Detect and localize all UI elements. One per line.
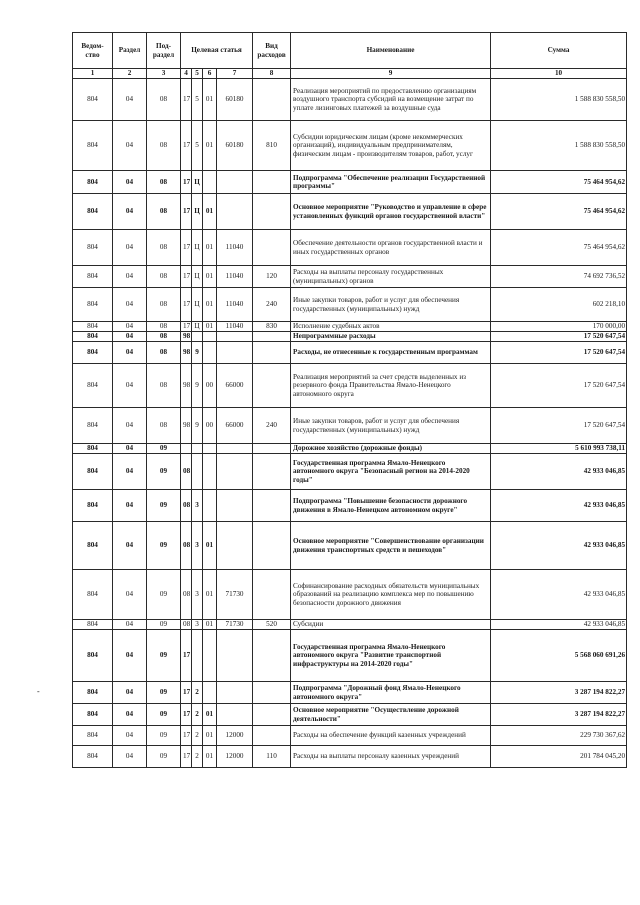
column-number: 4: [181, 69, 192, 79]
code-cell-c6: 01: [203, 79, 217, 121]
code-cell-c1: 804: [73, 726, 113, 746]
code-cell-c2: 04: [113, 322, 147, 332]
code-cell-c6: 01: [203, 522, 217, 570]
code-cell-c6: [203, 630, 217, 682]
code-cell-c3: 08: [147, 121, 181, 171]
code-cell-c2: 04: [113, 171, 147, 194]
budget-table: [72, 32, 627, 768]
code-cell-c4: 17: [181, 726, 192, 746]
code-cell-c1: 804: [73, 332, 113, 342]
code-cell-c6: 01: [203, 726, 217, 746]
name-cell: Основное мероприятие "Осуществление дорожной деятельности": [291, 704, 491, 726]
code-cell-c5: 9: [192, 364, 203, 408]
code-cell-c3: 09: [147, 630, 181, 682]
table-row: [73, 266, 627, 288]
code-cell-c8: [253, 704, 291, 726]
sum-cell: 201 784 045,20: [491, 746, 627, 768]
code-cell-c7: [217, 342, 253, 364]
code-cell-c2: 04: [113, 408, 147, 444]
name-cell: Подпрограмма "Повышение безопасности дорожного движения в Ямало-Ненецком автономном округе": [291, 490, 491, 522]
code-cell-c7: 60180: [217, 121, 253, 171]
code-cell-c6: [203, 171, 217, 194]
code-cell-c3: 08: [147, 288, 181, 322]
sum-cell: 1 588 830 558,50: [491, 121, 627, 171]
column-number: 8: [253, 69, 291, 79]
code-cell-c8: [253, 454, 291, 490]
code-cell-c6: [203, 454, 217, 490]
code-cell-c1: 804: [73, 570, 113, 620]
code-cell-c3: 08: [147, 230, 181, 266]
code-cell-c4: 08: [181, 620, 192, 630]
code-cell-c7: 12000: [217, 726, 253, 746]
stray-mark: -: [37, 687, 40, 696]
code-cell-c2: 04: [113, 288, 147, 322]
code-cell-c2: 04: [113, 704, 147, 726]
header-razdel: Раздел: [113, 33, 147, 69]
code-cell-c2: 04: [113, 332, 147, 342]
table-row: [73, 726, 627, 746]
code-cell-c1: 804: [73, 454, 113, 490]
table-row: [73, 630, 627, 682]
name-cell: Основное мероприятие "Совершенствование организации движения транспортных средств и пешеходов": [291, 522, 491, 570]
column-number: 2: [113, 69, 147, 79]
name-cell: Реализация мероприятий за счет средств выделенных из резервного фонда Правительства Ямало-Ненецкого автономного округа: [291, 364, 491, 408]
code-cell-c3: 09: [147, 454, 181, 490]
name-cell: Обеспечение деятельности органов государственной власти и иных государственных органов: [291, 230, 491, 266]
code-cell-c5: [192, 332, 203, 342]
name-cell: Дорожное хозяйство (дорожные фонды): [291, 444, 491, 454]
name-cell: Расходы на обеспечение функций казенных учреждений: [291, 726, 491, 746]
code-cell-c4: 98: [181, 342, 192, 364]
code-cell-c5: [192, 444, 203, 454]
code-cell-c3: 09: [147, 682, 181, 704]
sum-cell: 75 464 954,62: [491, 171, 627, 194]
budget-table-sheet: [72, 32, 626, 768]
code-cell-c6: 01: [203, 570, 217, 620]
code-cell-c7: [217, 171, 253, 194]
name-cell: Субсидии юридическим лицам (кроме некоммерческих организаций), индивидуальным предпринимателям, физическим лицам - производителям товаров, работ, услуг: [291, 121, 491, 171]
code-cell-c2: 04: [113, 726, 147, 746]
table-row: [73, 171, 627, 194]
table-row: [73, 322, 627, 332]
table-row: [73, 454, 627, 490]
code-cell-c6: 01: [203, 230, 217, 266]
code-cell-c2: 04: [113, 454, 147, 490]
name-cell: Государственная программа Ямало-Ненецкого автономного округа "Безопасный регион на 2014-2020 годы": [291, 454, 491, 490]
header-summa: Сумма: [491, 33, 627, 69]
code-cell-c8: [253, 342, 291, 364]
code-cell-c5: 3: [192, 620, 203, 630]
code-cell-c8: [253, 682, 291, 704]
column-number: 10: [491, 69, 627, 79]
code-cell-c1: 804: [73, 322, 113, 332]
code-cell-c1: 804: [73, 79, 113, 121]
code-cell-c4: 17: [181, 682, 192, 704]
name-cell: Непрограммные расходы: [291, 332, 491, 342]
code-cell-c8: [253, 444, 291, 454]
header-vid-raskhodov: Вид расходов: [253, 33, 291, 69]
name-cell: Софинансирование расходных обязательств муниципальных образований на реализацию комплекса мер по повышению безопасности дорожного движения: [291, 570, 491, 620]
code-cell-c7: [217, 682, 253, 704]
code-cell-c7: [217, 332, 253, 342]
code-cell-c6: 00: [203, 408, 217, 444]
code-cell-c6: [203, 682, 217, 704]
name-cell: Иные закупки товаров, работ и услуг для обеспечения государственных (муниципальных) нужд: [291, 288, 491, 322]
code-cell-c3: 09: [147, 570, 181, 620]
code-cell-c1: 804: [73, 288, 113, 322]
code-cell-c7: 71730: [217, 620, 253, 630]
code-cell-c8: 810: [253, 121, 291, 171]
code-cell-c5: [192, 454, 203, 490]
code-cell-c6: 00: [203, 364, 217, 408]
code-cell-c1: 804: [73, 121, 113, 171]
code-cell-c5: 9: [192, 342, 203, 364]
code-cell-c8: [253, 570, 291, 620]
code-cell-c4: 17: [181, 288, 192, 322]
name-cell: Расходы на выплаты персоналу казенных учреждений: [291, 746, 491, 768]
name-cell: Подпрограмма "Обеспечение реализации Государственной программы": [291, 171, 491, 194]
budget-table-body: [73, 79, 627, 768]
code-cell-c7: [217, 490, 253, 522]
code-cell-c1: 804: [73, 171, 113, 194]
sum-cell: 170 000,00: [491, 322, 627, 332]
name-cell: Исполнение судебных актов: [291, 322, 491, 332]
table-row: [73, 194, 627, 230]
code-cell-c2: 04: [113, 444, 147, 454]
code-cell-c1: 804: [73, 704, 113, 726]
code-cell-c1: 804: [73, 342, 113, 364]
sum-cell: 17 520 647,54: [491, 408, 627, 444]
code-cell-c4: 17: [181, 704, 192, 726]
name-cell: Субсидии: [291, 620, 491, 630]
table-row: [73, 288, 627, 322]
table-row: [73, 79, 627, 121]
code-cell-c7: 66000: [217, 408, 253, 444]
code-cell-c3: 09: [147, 726, 181, 746]
code-cell-c8: [253, 522, 291, 570]
code-cell-c4: 17: [181, 121, 192, 171]
sum-cell: 74 692 736,52: [491, 266, 627, 288]
code-cell-c8: 520: [253, 620, 291, 630]
code-cell-c8: [253, 490, 291, 522]
code-cell-c4: 08: [181, 570, 192, 620]
name-cell: Подпрограмма "Дорожный фонд Ямало-Ненецкого автономного округа": [291, 682, 491, 704]
code-cell-c3: 09: [147, 490, 181, 522]
code-cell-c6: 01: [203, 704, 217, 726]
code-cell-c4: 08: [181, 490, 192, 522]
sum-cell: 5 568 060 691,26: [491, 630, 627, 682]
code-cell-c2: 04: [113, 570, 147, 620]
code-cell-c4: [181, 444, 192, 454]
code-cell-c4: 17: [181, 746, 192, 768]
code-cell-c4: 08: [181, 454, 192, 490]
code-cell-c4: 98: [181, 332, 192, 342]
code-cell-c8: 240: [253, 408, 291, 444]
code-cell-c3: 08: [147, 342, 181, 364]
code-cell-c5: 5: [192, 121, 203, 171]
code-cell-c3: 08: [147, 332, 181, 342]
code-cell-c4: 98: [181, 408, 192, 444]
sum-cell: 3 287 194 822,27: [491, 704, 627, 726]
code-cell-c8: [253, 194, 291, 230]
code-cell-c7: 11040: [217, 230, 253, 266]
code-cell-c1: 804: [73, 364, 113, 408]
table-row: [73, 490, 627, 522]
code-cell-c6: 01: [203, 620, 217, 630]
code-cell-c6: 01: [203, 194, 217, 230]
sum-cell: 42 933 046,85: [491, 620, 627, 630]
header-tselevaya-statya: Целевая статья: [181, 33, 253, 69]
code-cell-c2: 04: [113, 522, 147, 570]
code-cell-c4: 17: [181, 230, 192, 266]
code-cell-c2: 04: [113, 630, 147, 682]
code-cell-c8: [253, 171, 291, 194]
code-cell-c1: 804: [73, 408, 113, 444]
code-cell-c4: 17: [181, 630, 192, 682]
code-cell-c2: 04: [113, 682, 147, 704]
code-cell-c8: [253, 364, 291, 408]
code-cell-c1: 804: [73, 194, 113, 230]
code-cell-c6: [203, 444, 217, 454]
code-cell-c3: 08: [147, 408, 181, 444]
column-number-row: [73, 69, 627, 79]
code-cell-c6: [203, 342, 217, 364]
code-cell-c8: [253, 79, 291, 121]
code-cell-c7: 60180: [217, 79, 253, 121]
code-cell-c5: Ц: [192, 322, 203, 332]
sum-cell: 5 610 993 738,11: [491, 444, 627, 454]
code-cell-c7: [217, 630, 253, 682]
sum-cell: 42 933 046,85: [491, 570, 627, 620]
code-cell-c5: Ц: [192, 266, 203, 288]
code-cell-c7: 71730: [217, 570, 253, 620]
table-row: [73, 121, 627, 171]
code-cell-c1: 804: [73, 522, 113, 570]
code-cell-c6: 01: [203, 288, 217, 322]
code-cell-c8: [253, 332, 291, 342]
code-cell-c3: 08: [147, 171, 181, 194]
sum-cell: 75 464 954,62: [491, 194, 627, 230]
table-row: [73, 444, 627, 454]
code-cell-c5: Ц: [192, 230, 203, 266]
code-cell-c8: [253, 630, 291, 682]
code-cell-c5: 2: [192, 746, 203, 768]
code-cell-c1: 804: [73, 746, 113, 768]
code-cell-c6: 01: [203, 746, 217, 768]
table-row: [73, 342, 627, 364]
code-cell-c3: 09: [147, 704, 181, 726]
code-cell-c3: 09: [147, 522, 181, 570]
column-number: 7: [217, 69, 253, 79]
sum-cell: 602 218,10: [491, 288, 627, 322]
code-cell-c4: 17: [181, 266, 192, 288]
table-row: [73, 682, 627, 704]
code-cell-c4: 17: [181, 171, 192, 194]
code-cell-c2: 04: [113, 194, 147, 230]
code-cell-c3: 08: [147, 266, 181, 288]
code-cell-c3: 08: [147, 194, 181, 230]
sum-cell: 42 933 046,85: [491, 490, 627, 522]
code-cell-c6: 01: [203, 121, 217, 171]
code-cell-c2: 04: [113, 230, 147, 266]
name-cell: Реализация мероприятий по предоставлению организациям воздушного транспорта субсидий на возмещение затрат по уплате лизинговых платежей за воздушные суда: [291, 79, 491, 121]
code-cell-c1: 804: [73, 490, 113, 522]
code-cell-c7: 12000: [217, 746, 253, 768]
code-cell-c8: 110: [253, 746, 291, 768]
code-cell-c3: 09: [147, 444, 181, 454]
code-cell-c7: 11040: [217, 266, 253, 288]
column-number: 5: [192, 69, 203, 79]
column-number: 9: [291, 69, 491, 79]
code-cell-c3: 08: [147, 364, 181, 408]
code-cell-c3: 09: [147, 620, 181, 630]
sum-cell: 3 287 194 822,27: [491, 682, 627, 704]
code-cell-c2: 04: [113, 364, 147, 408]
sum-cell: 229 730 367,62: [491, 726, 627, 746]
column-number: 1: [73, 69, 113, 79]
sum-cell: 1 588 830 558,50: [491, 79, 627, 121]
sum-cell: 42 933 046,85: [491, 454, 627, 490]
code-cell-c1: 804: [73, 266, 113, 288]
code-cell-c5: Ц: [192, 288, 203, 322]
header-naimenovanie: Наименование: [291, 33, 491, 69]
code-cell-c6: [203, 490, 217, 522]
column-number: 6: [203, 69, 217, 79]
code-cell-c7: [217, 444, 253, 454]
code-cell-c5: [192, 630, 203, 682]
code-cell-c4: 08: [181, 522, 192, 570]
code-cell-c5: 2: [192, 682, 203, 704]
table-row: [73, 408, 627, 444]
code-cell-c2: 04: [113, 79, 147, 121]
code-cell-c1: 804: [73, 682, 113, 704]
header-podrazdel: Под-раздел: [147, 33, 181, 69]
table-row: [73, 364, 627, 408]
code-cell-c4: 17: [181, 194, 192, 230]
code-cell-c8: 120: [253, 266, 291, 288]
code-cell-c1: 804: [73, 444, 113, 454]
header-vedomstvo: Ведом-ство: [73, 33, 113, 69]
column-number: 3: [147, 69, 181, 79]
code-cell-c5: 3: [192, 570, 203, 620]
name-cell: Иные закупки товаров, работ и услуг для обеспечения государственных (муниципальных) нужд: [291, 408, 491, 444]
table-row: [73, 620, 627, 630]
sum-cell: 17 520 647,54: [491, 332, 627, 342]
code-cell-c5: 2: [192, 704, 203, 726]
code-cell-c5: Ц: [192, 194, 203, 230]
sum-cell: 75 464 954,62: [491, 230, 627, 266]
code-cell-c4: 98: [181, 364, 192, 408]
code-cell-c3: 09: [147, 746, 181, 768]
name-cell: Расходы, не отнесенные к государственным программам: [291, 342, 491, 364]
name-cell: Государственная программа Ямало-Ненецкого автономного округа "Развитие транспортной инфраструктуры на 2014-2020 годы": [291, 630, 491, 682]
name-cell: Расходы на выплаты персоналу государственных (муниципальных) органов: [291, 266, 491, 288]
code-cell-c4: 17: [181, 322, 192, 332]
code-cell-c8: [253, 726, 291, 746]
code-cell-c2: 04: [113, 342, 147, 364]
table-row: [73, 704, 627, 726]
code-cell-c2: 04: [113, 121, 147, 171]
sum-cell: 42 933 046,85: [491, 522, 627, 570]
code-cell-c6: [203, 332, 217, 342]
code-cell-c3: 08: [147, 79, 181, 121]
table-row: [73, 522, 627, 570]
code-cell-c1: 804: [73, 620, 113, 630]
code-cell-c7: 11040: [217, 322, 253, 332]
name-cell: Основное мероприятие "Руководство и управление в сфере установленных функций органов государственной власти": [291, 194, 491, 230]
code-cell-c8: 240: [253, 288, 291, 322]
table-row: [73, 230, 627, 266]
code-cell-c5: 9: [192, 408, 203, 444]
code-cell-c3: 08: [147, 322, 181, 332]
code-cell-c7: [217, 194, 253, 230]
code-cell-c5: 2: [192, 726, 203, 746]
code-cell-c6: 01: [203, 322, 217, 332]
code-cell-c7: [217, 522, 253, 570]
code-cell-c2: 04: [113, 620, 147, 630]
code-cell-c7: 66000: [217, 364, 253, 408]
code-cell-c2: 04: [113, 746, 147, 768]
code-cell-c7: [217, 454, 253, 490]
table-row: [73, 746, 627, 768]
code-cell-c5: 3: [192, 490, 203, 522]
sum-cell: 17 520 647,54: [491, 364, 627, 408]
code-cell-c5: 3: [192, 522, 203, 570]
table-row: [73, 570, 627, 620]
sum-cell: 17 520 647,54: [491, 342, 627, 364]
code-cell-c7: 11040: [217, 288, 253, 322]
code-cell-c5: 5: [192, 79, 203, 121]
code-cell-c1: 804: [73, 230, 113, 266]
code-cell-c5: Ц: [192, 171, 203, 194]
code-cell-c8: 830: [253, 322, 291, 332]
code-cell-c2: 04: [113, 266, 147, 288]
table-row: [73, 332, 627, 342]
code-cell-c1: 804: [73, 630, 113, 682]
code-cell-c2: 04: [113, 490, 147, 522]
code-cell-c6: 01: [203, 266, 217, 288]
code-cell-c4: 17: [181, 79, 192, 121]
code-cell-c8: [253, 230, 291, 266]
code-cell-c7: [217, 704, 253, 726]
